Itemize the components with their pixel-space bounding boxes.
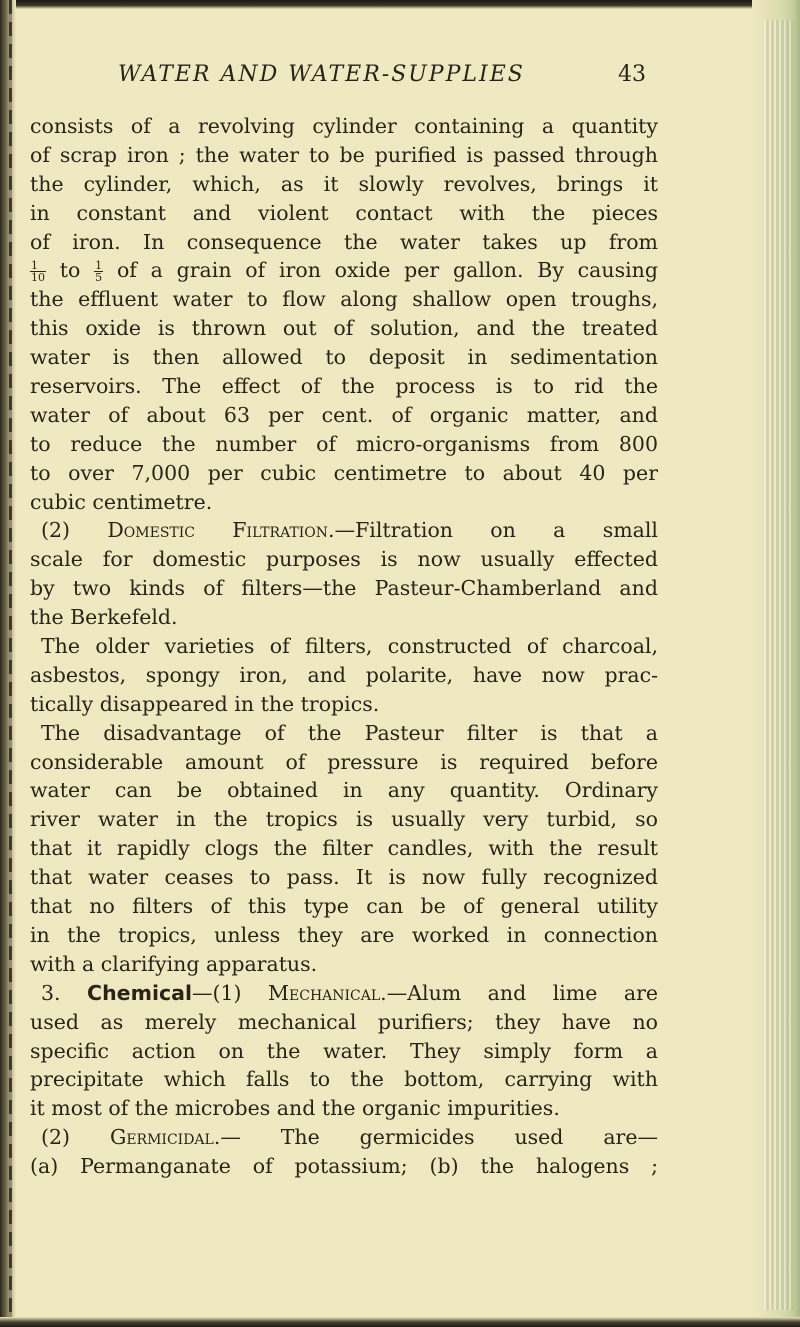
text-line: considerable amount of pressure is required before bbox=[30, 749, 658, 774]
section-heading-germicidal: (2) Germicidal.— The germicides used are— bbox=[41, 1125, 658, 1150]
text-line: water is then allowed to deposit in sedimentation bbox=[30, 345, 658, 370]
text-line: that no filters of this type can be of general utility bbox=[30, 894, 658, 919]
gutter-binding bbox=[9, 0, 12, 1327]
text-line: scale for domestic purposes is now usually effected bbox=[30, 547, 658, 572]
text-line: it most of the microbes and the organic impurities. bbox=[30, 1096, 560, 1121]
section-heading-chemical: 3. Chemical—(1) Mechanical.—Alum and lime are bbox=[41, 980, 658, 1005]
text-line: of scrap iron ; the water to be purified is passed through bbox=[30, 142, 658, 167]
fraction-one-fifth: $\frac{1}{5}$ bbox=[95, 259, 103, 285]
text-line: the cylinder, which, as it slowly revolves, brings it bbox=[30, 171, 658, 196]
text-line: by two kinds of filters—the Pasteur-Chamberland and bbox=[30, 576, 658, 601]
text-line: tically disappeared in the tropics. bbox=[30, 691, 380, 716]
text-line: cubic centimetre. bbox=[30, 489, 213, 514]
text-line: The older varieties of filters, constructed of charcoal, bbox=[41, 634, 658, 659]
fraction-one-tenth: $\frac{1}{10}$ bbox=[31, 259, 45, 285]
page-top-edge bbox=[0, 0, 800, 9]
subheading-text: Mechanical. bbox=[268, 980, 387, 1005]
text-line: (a) Permanganate of potassium; (b) the halogens ; bbox=[30, 1154, 658, 1179]
page-stack-edges bbox=[764, 20, 794, 1310]
text-line: reservoirs. The effect of the process is to rid the bbox=[30, 374, 658, 399]
text-line: consists of a revolving cylinder containing a quantity bbox=[30, 114, 658, 138]
text-line: in constant and violent contact with the pieces bbox=[30, 200, 658, 225]
text-line: the effluent water to flow along shallow open troughs, bbox=[30, 287, 658, 312]
text-line: water can be obtained in any quantity. Ordinary bbox=[30, 778, 658, 803]
text-line: in the tropics, unless they are worked in connection bbox=[30, 922, 658, 947]
text-line: The disadvantage of the Pasteur filter is that a bbox=[41, 720, 658, 745]
page-number: 43 bbox=[618, 62, 646, 87]
text-line: with a clarifying apparatus. bbox=[30, 951, 318, 976]
section-heading-domestic-filtration: (2) Domestic Filtration.—Filtration on a small bbox=[41, 518, 658, 543]
text-line: that it rapidly clogs the filter candles, with the result bbox=[30, 836, 658, 861]
text-line: specific action on the water. They simply form a bbox=[30, 1038, 658, 1063]
book-gutter bbox=[0, 0, 16, 1327]
text-line: asbestos, spongy iron, and polarite, have now prac- bbox=[30, 662, 658, 687]
running-title: WATER AND WATER-SUPPLIES bbox=[118, 62, 525, 87]
text-line: to over 7,000 per cubic centimetre to about 40 per bbox=[30, 460, 658, 485]
text-line: river water in the tropics is usually very turbid, so bbox=[30, 807, 658, 832]
text-line: that water ceases to pass. It is now fully recognized bbox=[30, 865, 658, 890]
text-line: precipitate which falls to the bottom, carrying with bbox=[30, 1067, 658, 1092]
text-line: water of about 63 per cent. of organic matter, and bbox=[30, 402, 658, 427]
text-line-fractions: $\frac{1}{10}$ to $\frac{1}{5}$ of a grain of iron oxide per gallon. By causing bbox=[31, 258, 658, 285]
text-line: the Berkefeld. bbox=[30, 605, 178, 630]
page-header bbox=[118, 62, 646, 96]
text-line: to reduce the number of micro-organisms from 800 bbox=[30, 431, 658, 456]
page-bottom-edge bbox=[0, 1317, 800, 1327]
heading-text: Domestic Filtration. bbox=[107, 518, 335, 543]
text-line: of iron. In consequence the water takes up from bbox=[30, 229, 658, 254]
text-line: used as merely mechanical purifiers; they have no bbox=[30, 1009, 658, 1034]
body-text bbox=[30, 112, 658, 1181]
heading-text: Germicidal. bbox=[109, 1125, 221, 1150]
heading-text: Chemical bbox=[87, 980, 192, 1005]
text-line: this oxide is thrown out of solution, and the treated bbox=[30, 316, 658, 341]
